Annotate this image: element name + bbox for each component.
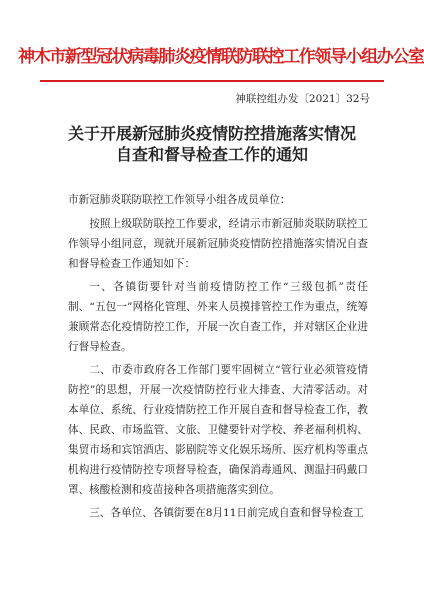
document-number: 神联控组办发〔2021〕32号 [235,93,370,105]
title-line-2: 自查和督导检查工作的通知 [115,145,308,164]
salutation: 市新冠肺炎联防联控工作领导小组各成员单位： [68,194,291,206]
title-line-1: 关于开展新冠肺炎疫情防控措施落实情况 [67,124,356,143]
issuing-office-header: 神木市新型冠状病毒肺炎疫情联防联控工作领导小组办公室 [18,47,424,67]
paragraph-item-2: 二、市委市政府各工作部门要牢固树立“管行业必须管疫情防控”的思想，开展一次疫情防控行业大排查、大清零活动。对本单位、系统、行业疫情防控工作开展自查和督导检查工作，教体、民政、市场监管、文旅、卫健要针对学校、养老福利机构、集贸市场和宾馆酒店、影剧院等文化娱乐场所、医疗机构等重点机构进行疫情防控专项督导检查，确保消毒通风、测温扫码戴口罩、核酸检测和疫苗接种各项措施落实到位。 [68,364,368,496]
paragraph-item-1: 一、各镇街要针对当前疫情防控工作“三级包抓”责任制、“五包一”网格化管理、外来人员摸排管控工作为重点，统筹兼顾常态化疫情防控工作，开展一次自查工作，并对辖区企业进行督导检查。 [68,281,368,353]
paragraph-item-3: 三、各单位、各镇街要在8月11日前完成自查和督导检查工 [89,507,364,519]
red-header-rule [40,80,384,82]
paragraph-intro: 按照上级联防联控工作要求，经请示市新冠肺炎联防联控工作领导小组同意，现就开展新冠肺炎疫情防控措施落实情况自查和督导检查工作通知如下： [68,218,368,270]
document-body [68,190,368,526]
document-title [20,123,404,165]
